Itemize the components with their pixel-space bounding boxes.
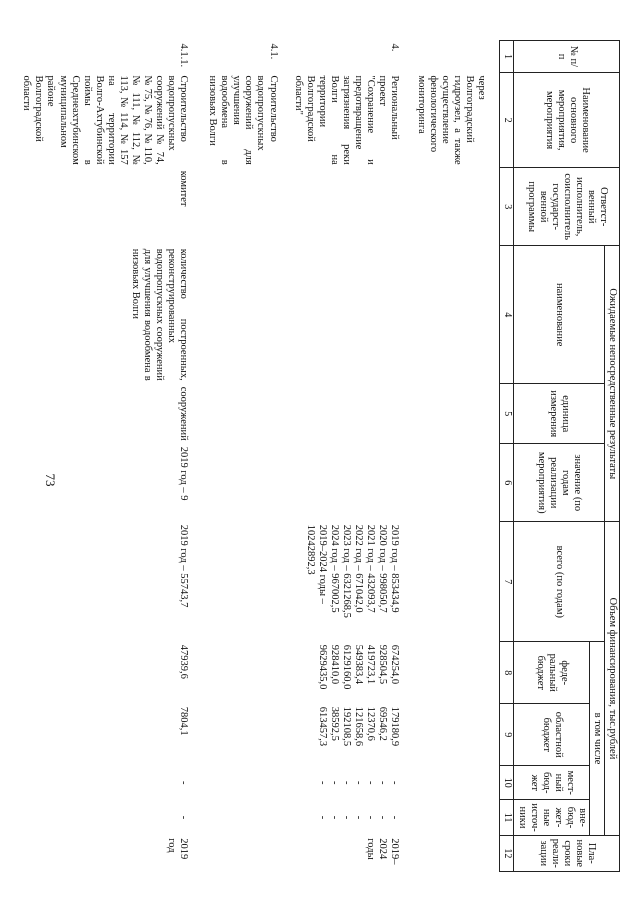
row-fin-regional — [291, 704, 415, 766]
row-fin-local-line: - — [316, 781, 328, 785]
row-fin-extra-line: - — [352, 815, 364, 820]
row-result-value: 2019 год – 9 — [178, 446, 190, 501]
row-fin-regional-line: 38592,5 — [328, 706, 340, 741]
header-result-name: наименование — [514, 246, 604, 384]
row-fin-total-line: 10242892,3 — [304, 524, 316, 575]
row-fin-total-line: 2020 год – 998050,7 — [377, 524, 389, 613]
col-number: 11 — [500, 800, 514, 835]
row-fin-total-line: 2022 год – 671042,0 — [352, 524, 364, 613]
row-fin-local — [291, 766, 415, 800]
header-fin-including: в том числе — [589, 642, 604, 835]
table-row — [291, 41, 415, 872]
row-fin-regional-line: 7804,1 — [178, 706, 190, 736]
header-fin-local: мест- ный бюд- жет — [514, 766, 589, 800]
row-fin-federal — [205, 642, 290, 704]
row-result-unit — [205, 384, 290, 444]
row-fin-extra-line: - — [377, 815, 389, 820]
row-fin-federal-line: 9629435,0 — [316, 644, 328, 690]
row-fin-extra — [291, 800, 415, 835]
header-terms: Пла- новые сроки реали- зации — [514, 835, 620, 871]
row-fin-regional-line: 12370,6 — [365, 706, 376, 741]
row-fin-federal-line: 6129160,0 — [340, 644, 352, 690]
program-table — [19, 40, 620, 872]
row-name: Строительство водопропускных сооружений для улучшения водообмена в низовьях Волги — [207, 75, 279, 165]
row-fin-regional — [19, 704, 205, 766]
col-number: 4 — [500, 246, 514, 384]
table-row — [19, 41, 205, 872]
row-fin-total-line: 2024 год – 967002,5 — [328, 524, 340, 613]
row-fin-regional-line: 121658,6 — [352, 706, 364, 747]
row-fin-total — [291, 522, 415, 642]
header-result-unit: единица измерения — [514, 384, 604, 444]
row-result-unit — [414, 384, 500, 444]
col-number: 12 — [500, 835, 514, 871]
row-fin-local-line: - — [352, 781, 364, 785]
row-fin-local-line: - — [328, 781, 340, 785]
header-result-value: значение (по годам реализации мероприятия) — [514, 444, 604, 522]
header-num: № п/п — [514, 41, 620, 73]
row-number: 4.1.1. — [178, 43, 190, 68]
col-number: 2 — [500, 73, 514, 168]
row-fin-federal — [414, 642, 500, 704]
row-fin-federal-line: 928410,0 — [328, 644, 340, 685]
row-fin-local-line: - — [365, 781, 376, 785]
row-result-name — [291, 246, 415, 384]
row-fin-local-line: - — [178, 781, 190, 785]
row-fin-federal — [291, 642, 415, 704]
row-fin-regional-line: 192108,5 — [340, 706, 352, 747]
row-result-unit: сооружений — [178, 386, 190, 441]
row-fin-regional-line: 179180,9 — [389, 706, 401, 747]
row-result-name: количество построенных, реконструированных водопропускных сооружений для улучшения водообмена в низовьях Волги — [129, 248, 190, 381]
header-responsible: Ответст- венный исполнитель, соисполнитель государст- венной программы — [514, 168, 620, 246]
col-number: 10 — [500, 766, 514, 800]
row-number — [414, 41, 500, 73]
row-fin-extra-line: - — [316, 815, 328, 820]
table-row — [414, 41, 500, 872]
row-terms: 2019 год — [166, 838, 190, 860]
row-fin-local — [414, 766, 500, 800]
row-result-value — [291, 444, 415, 522]
row-fin-total-line: 2019 год – 55743,7 — [178, 524, 190, 608]
row-fin-federal-line: 47939,6 — [178, 644, 190, 679]
row-fin-total-line: 2019 год – 853434,9 — [389, 524, 401, 613]
row-fin-federal-line: 928504,5 — [377, 644, 389, 685]
row-number: 4. — [389, 43, 401, 52]
row-fin-local-line: - — [389, 781, 401, 785]
row-fin-federal-line: 549383,4 — [352, 644, 364, 685]
col-number: 8 — [500, 642, 514, 704]
table-body — [19, 41, 500, 872]
row-result-name — [414, 246, 500, 384]
row-fin-local-line: - — [340, 781, 352, 785]
row-responsible: комитет — [178, 170, 190, 207]
row-fin-regional — [414, 704, 500, 766]
row-fin-extra — [414, 800, 500, 835]
row-name: через Волгоградский гидроузел, а также осуществление фенологического мониторинга — [416, 75, 488, 165]
row-fin-total — [205, 522, 290, 642]
row-result-unit — [291, 384, 415, 444]
col-number: 1 — [500, 41, 514, 73]
row-fin-local — [19, 766, 205, 800]
column-number-row — [500, 41, 514, 872]
header-financing: Объем финансирования, тыс.рублей — [604, 522, 619, 835]
row-terms: 2019– 2024 годы — [365, 838, 401, 865]
row-fin-federal-line: 674254,0 — [389, 644, 401, 685]
col-number: 5 — [500, 384, 514, 444]
row-fin-extra — [205, 800, 290, 835]
header-fin-extra: вне- бюд- жет- ные источ- ники — [514, 800, 589, 835]
table-row — [205, 41, 290, 872]
row-fin-total — [19, 522, 205, 642]
row-number: 4.1. — [267, 43, 279, 60]
header-results: Ожидаемые непосредственные результаты — [604, 246, 619, 522]
row-fin-regional-line: 613457,3 — [316, 706, 328, 747]
row-fin-extra-line: - — [365, 815, 376, 820]
row-responsible — [205, 168, 290, 246]
row-fin-federal — [19, 642, 205, 704]
row-fin-local-line: - — [377, 781, 389, 785]
row-fin-total — [414, 522, 500, 642]
header-fin-regional: областной бюджет — [514, 704, 589, 766]
row-responsible — [414, 168, 500, 246]
row-name: Строительство водопропускных сооружений № 74, № 75, № 76, № 110, № 111, № 112, № 113, № 114, № 157 на территории Волго-Ахтубинской поймы в Среднеахтубинском муниципальном районе Волгоградской области — [21, 75, 190, 165]
row-fin-local — [205, 766, 290, 800]
row-fin-regional-line: 69546,2 — [377, 706, 389, 741]
col-number: 7 — [500, 522, 514, 642]
row-fin-federal-line: 419723,1 — [365, 644, 376, 685]
row-fin-extra-line: - — [389, 815, 401, 820]
row-fin-extra-line: - — [178, 815, 190, 820]
col-number: 6 — [500, 444, 514, 522]
row-terms — [205, 835, 290, 871]
col-number: 9 — [500, 704, 514, 766]
col-number: 3 — [500, 168, 514, 246]
row-fin-extra — [19, 800, 205, 835]
row-terms — [414, 835, 500, 871]
row-fin-extra-line: - — [340, 815, 352, 820]
header-fin-federal: феде- ральный бюджет — [514, 642, 589, 704]
header-fin-total: всего (по годам) — [514, 522, 604, 642]
page-number: 73 — [43, 473, 58, 487]
row-result-name — [205, 246, 290, 384]
row-name: Региональный проект "Сохранение и предотвращение загрязнения реки Волги на территории Волгоградской области" — [292, 75, 401, 165]
row-fin-total-line: 2019–2024 годы – — [316, 524, 328, 604]
row-fin-regional — [205, 704, 290, 766]
row-result-value — [414, 444, 500, 522]
row-fin-total-line: 2021 год – 432093,7 — [365, 524, 376, 613]
row-fin-extra-line: - — [328, 815, 340, 820]
row-fin-total-line: 2023 год – 6321268,5 — [340, 524, 352, 618]
header-name: Наименование основного мероприятия, мероприятия — [514, 73, 620, 168]
row-responsible — [291, 168, 415, 246]
row-result-value — [205, 444, 290, 522]
